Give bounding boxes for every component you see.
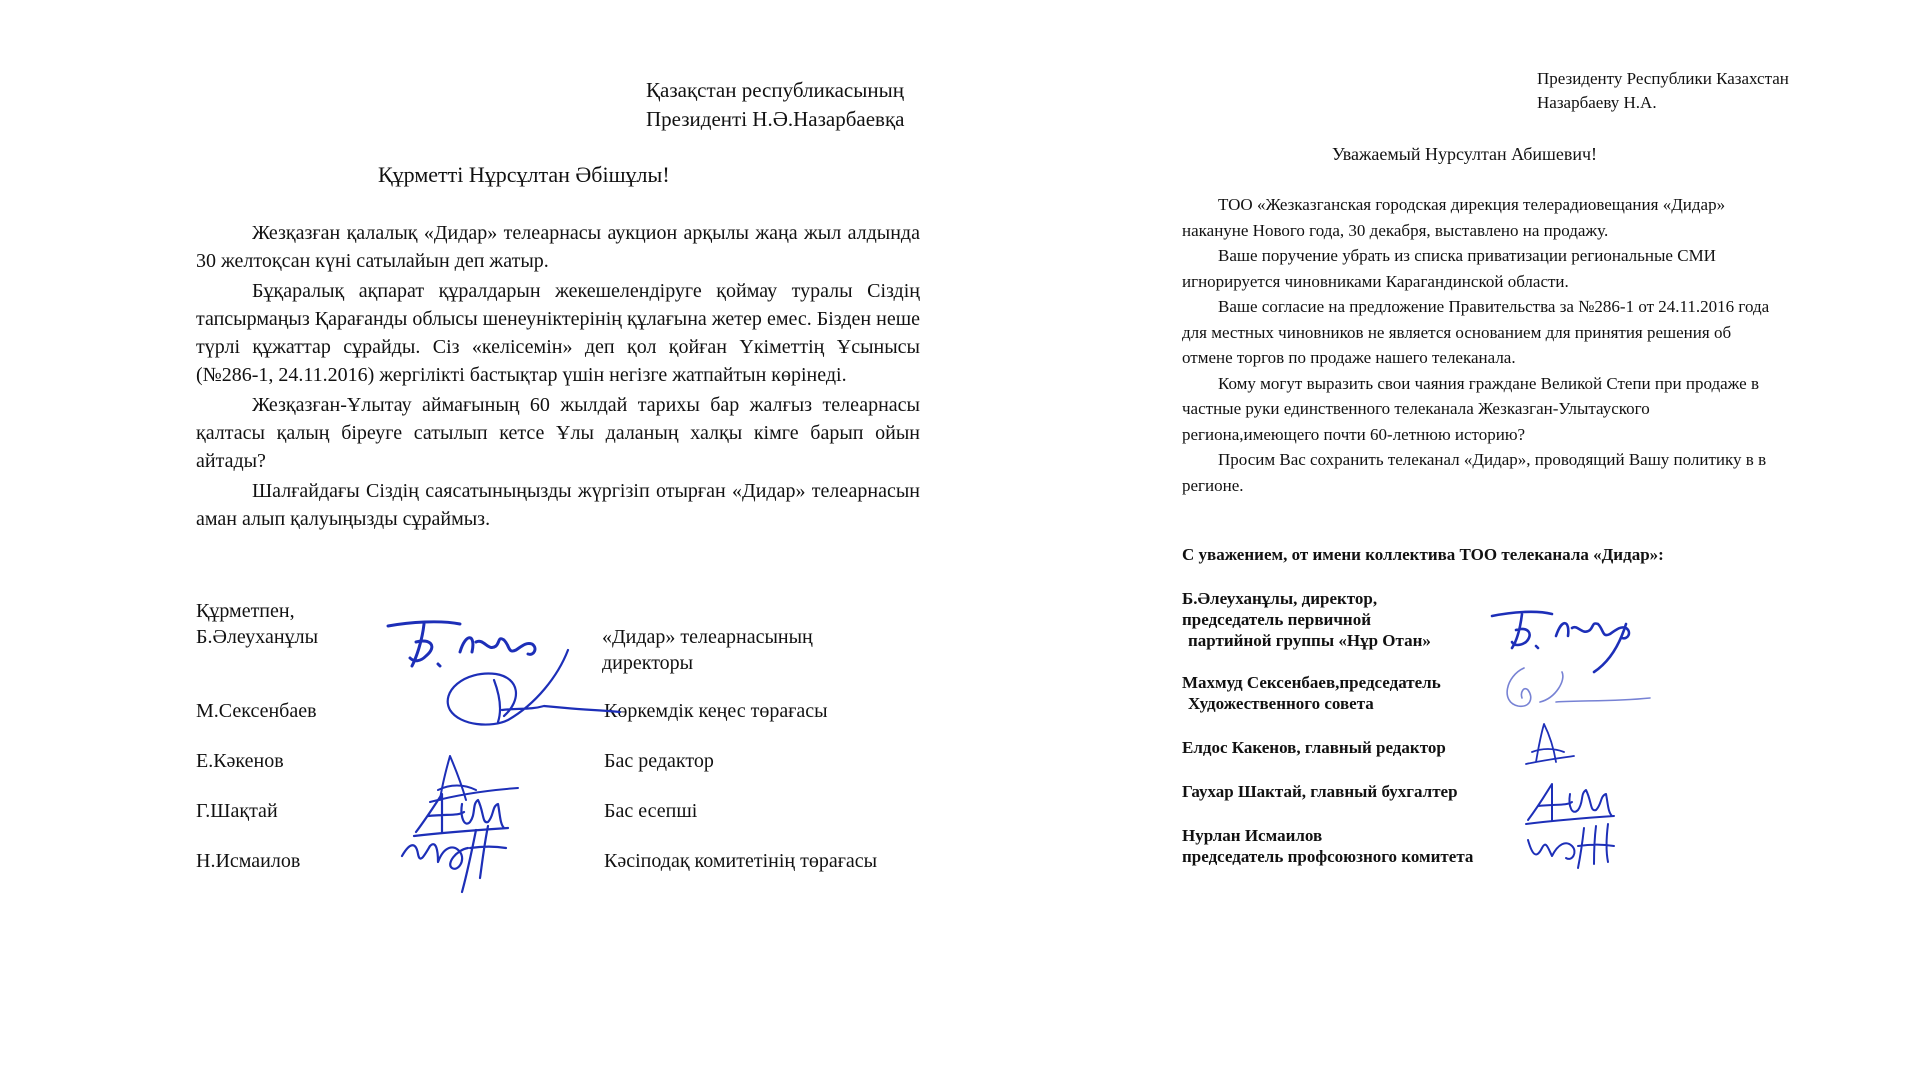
right-signatory-4-line-1: Гаухар Шактай, главный бухгалтер	[1182, 782, 1458, 801]
signature-ismailov-right	[1522, 818, 1618, 870]
left-salutation: Құрметті Нұрсұлтан Әбішұлы!	[378, 162, 670, 187]
left-director-title-2: директоры	[602, 652, 694, 674]
left-paragraph-4: Шалғайдағы Сіздің саясатыныңызды жүргізіп отырған «Дидар» телеарнасын аман алып қалуыңызды сұраймыз.	[196, 480, 920, 530]
signature-seksenbaev-right	[1500, 662, 1660, 718]
right-paragraph-4: Кому могут выразить свои чаяния граждане Великой Степи при продаже в частные руки единственного телеканала Жезказган-Улытауского региона,имеющего почти 60-летнюю историю?	[1182, 373, 1759, 444]
right-signatory-1-line-2: председатель первичной	[1182, 610, 1372, 629]
right-signatory-1-line-1: Б.Әлеуханұлы, директор,	[1182, 589, 1378, 608]
left-signatory-role-4: Кәсіподақ комитетінің төрағасы	[604, 850, 878, 872]
left-signatory-name-3: Г.Шақтай	[196, 800, 278, 822]
right-signatory-4	[1182, 781, 1458, 802]
left-signatory-name-4: Н.Исмаилов	[196, 850, 301, 872]
right-paragraph-3: Ваше согласие на предложение Правительства за №286-1 от 24.11.2016 года для местных чиновников не является основанием для принятия решения об отмене торгов по продаже нашего телеканала.	[1182, 297, 1770, 367]
right-signatory-2	[1182, 672, 1441, 714]
signature-ismailov	[396, 820, 516, 896]
left-closing-regards: Құрметпен,	[196, 600, 295, 622]
right-addressee-line-1: Президенту Республики Казахстан	[1537, 69, 1789, 88]
left-signatory-role-2: Бас редактор	[604, 750, 714, 772]
russian-letter	[960, 0, 1920, 1080]
left-paragraph-1: Жезқазған қалалық «Дидар» телеарнасы аукцион арқылы жаңа жыл алдында 30 желтоқсан күні сатылайын деп жатыр.	[196, 222, 920, 272]
left-director-title-1: «Дидар» телеарнасының	[602, 626, 813, 648]
right-signatory-5-line-2: председатель профсоюзного комитета	[1182, 847, 1474, 866]
left-addressee-line-1: Қазақстан республикасының	[646, 78, 904, 102]
right-salutation: Уважаемый Нурсултан Абишевич!	[1332, 144, 1598, 164]
left-signatory-name-2: Е.Кәкенов	[196, 750, 284, 772]
right-signatory-3-line-1: Елдос Какенов, главный редактор	[1182, 738, 1446, 757]
right-signatory-1-line-3: партийной группы «Нұр Отан»	[1188, 631, 1431, 650]
right-paragraph-5: Просим Вас сохранить телеканал «Дидар», проводящий Вашу политику в в регионе.	[1182, 450, 1767, 495]
right-signatory-5	[1182, 825, 1473, 867]
right-signatory-2-line-2: Художественного совета	[1188, 694, 1374, 713]
signature-seksenbaev	[440, 640, 630, 730]
left-signatory-role-3: Бас есепші	[604, 800, 698, 822]
left-closing-name: Б.Әлеуханұлы	[196, 626, 319, 648]
right-paragraph-1: ТОО «Жезказганская городская дирекция телерадиовещания «Дидар» накануне Нового года, 30 декабря, выставлено на продажу.	[1182, 195, 1726, 240]
signature-director-right	[1486, 600, 1666, 660]
left-paragraph-2: Бұқаралық ақпарат құралдарын жекешелендіруге қоймау туралы Сіздің тапсырмаңыз Қарағанды облысы шенеуніктерінің құлағына жетер емес. Бізден неше түрлі құжаттар сұрайды. Сіз «келісемін» деп қол қойған Үкіметтің Ұсынысы (№286-1, 24.11.2016) жергілікті бастықтар үшін негізге жатпайтын көрінеді.	[196, 280, 920, 386]
left-signatory-role-1: Көркемдік кеңес төрағасы	[604, 700, 828, 722]
right-addressee-line-2: Назарбаеву Н.А.	[1537, 93, 1657, 112]
right-addressee	[1537, 67, 1789, 115]
left-closing	[196, 598, 318, 650]
right-closing: С уважением, от имени коллектива ТОО телеканала «Дидар»:	[1182, 545, 1664, 564]
left-paragraph-3: Жезқазған-Ұлытау аймағының 60 жылдай тарихы бар жалғыз телеарнасы қалтасы қалың біреуге сатылып кетсе Ұлы даланың халқы кімге барып ойын айтады?	[196, 394, 920, 472]
left-signatory-name-1: М.Сексенбаев	[196, 700, 317, 722]
right-signatory-5-line-1: Нурлан Исмаилов	[1182, 826, 1323, 845]
left-body	[196, 219, 920, 535]
right-body	[1182, 192, 1782, 498]
right-signatory-2-line-1: Махмуд Сексенбаев,председатель	[1182, 673, 1441, 692]
right-paragraph-2: Ваше поручение убрать из списка приватизации региональные СМИ игнорируется чиновниками Карагандинской области.	[1182, 246, 1716, 291]
right-signatory-3	[1182, 737, 1446, 758]
signature-kakenov-right	[1520, 718, 1580, 770]
right-signatory-1	[1182, 588, 1431, 651]
left-director-title	[602, 624, 813, 676]
left-addressee	[646, 76, 904, 134]
left-addressee-line-2: Президенті Н.Ә.Назарбаевқа	[646, 107, 905, 131]
